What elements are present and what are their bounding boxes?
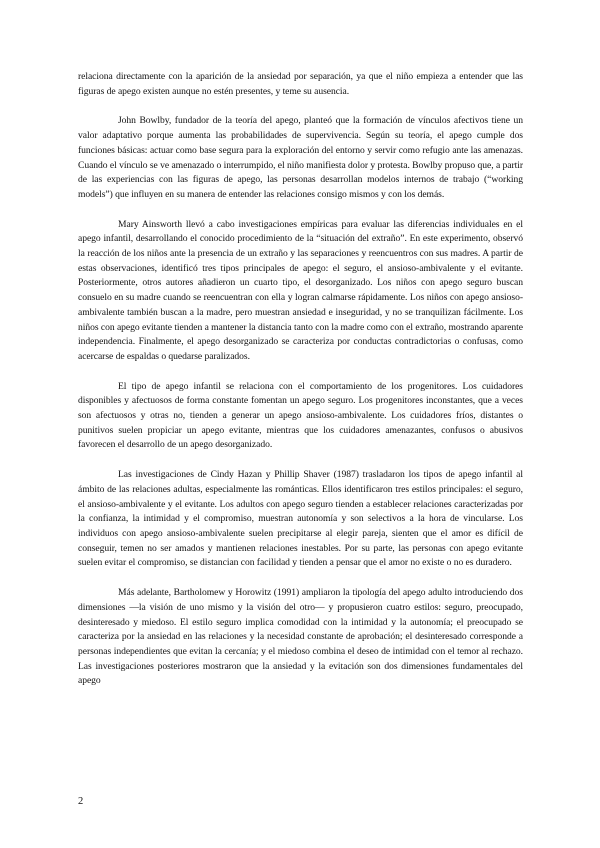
- paragraph-hazan-shaver: Las investigaciones de Cindy Hazan y Phillip Shaver (1987) trasladaron los tipos de apego infantil al ámbito de las relaciones adultas, especialmente las románticas. Ellos identificaron tres estilos principales: el seguro, el ansioso-ambivalente y el evitante. Los adultos con apego seguro tienden a establecer relaciones caracterizadas por la confianza, la intimidad y el compromiso, muestran autonomía y son selectivos a la hora de vincularse. Los individuos con apego ansioso-ambivalente suelen precipitarse al elegir pareja, sienten que el amor es difícil de conseguir, temen no ser amados y mantienen relaciones inestables. Por su parte, las personas con apego evitante suelen evitar el compromiso, se distancian con facilidad y tienden a pensar que el amor no existe o no es duradero.: [78, 469, 523, 569]
- paragraph-bartholomew-horowitz: Más adelante, Bartholomew y Horowitz (1991) ampliaron la tipología del apego adulto introduciendo dos dimensiones —la visión de uno mismo y la visión del otro— y propusieron cuatro estilos: seguro, preocupado, desinteresado y miedoso. El estilo seguro implica comodidad con la intimidad y la autonomía; el preocupado se caracteriza por la ansiedad en las relaciones y la necesidad constante de aprobación; el desinteresado corresponde a personas independientes que evitan la cercanía; y el miedoso combina el deseo de intimidad con el temor al rechazo. Las investigaciones posteriores mostraron que la ansiedad y la evitación son dos dimensiones fundamentales del apego: [78, 587, 523, 687]
- page-body: [78, 70, 523, 704]
- paragraph-ainsworth: Mary Ainsworth llevó a cabo investigaciones empíricas para evaluar las diferencias individuales en el apego infantil, desarrollando el conocido procedimiento de la “situación del extraño”. En este experimento, observó la reacción de los niños ante la presencia de un extraño y las separaciones y reencuentros con sus madres. A partir de estas observaciones, identificó tres tipos principales de apego: el seguro, el ansioso-ambivalente y el evitante. Posteriormente, otros autores añadieron un cuarto tipo, el desorganizado. Los niños con apego seguro buscan consuelo en su madre cuando se reencuentran con ella y logran calmarse rápidamente. Los niños con apego ansioso-ambivalente también buscan a la madre, pero muestran ansiedad e inseguridad, y no se tranquilizan fácilmente. Los niños con apego evitante tienden a mantener la distancia tanto con la madre como con el extraño, mostrando aparente independencia. Finalmente, el apego desorganizado se caracteriza por conductas contradictorias o confusas, como acercarse de espaldas o quedarse paralizados.: [78, 218, 523, 362]
- paragraph-continuation: relaciona directamente con la aparición de la ansiedad por separación, ya que el niño empieza a entender que las figuras de apego existen aunque no estén presentes, y teme su ausencia.: [78, 71, 523, 97]
- paragraph-bowlby: John Bowlby, fundador de la teoría del apego, planteó que la formación de vínculos afectivos tiene un valor adaptativo porque aumenta las probabilidades de supervivencia. Según su teoría, el apego cumple dos funciones básicas: actuar como base segura para la exploración del entorno y servir como refugio ante las amenazas. Cuando el vínculo se ve amenazado o interrumpido, el niño manifiesta dolor y protesta. Bowlby propuso que, a partir de las experiencias con las figuras de apego, las personas desarrollan modelos internos de trabajo (“working models”) que influyen en su manera de entender las relaciones consigo mismos y con los demás.: [78, 115, 523, 200]
- paragraph-parenting: El tipo de apego infantil se relaciona con el comportamiento de los progenitores. Los cuidadores disponibles y afectuosos de forma constante fomentan un apego seguro. Los progenitores inconstantes, que a veces son afectuosos y otras no, tienden a generar un apego ansioso-ambivalente. Los cuidadores fríos, distantes o punitivos suelen propiciar un apego evitante, mientras que los cuidadores amenazantes, confusos o abusivos favorecen el desarrollo de un apego desorganizado.: [78, 380, 523, 451]
- page-number: 2: [78, 796, 84, 807]
